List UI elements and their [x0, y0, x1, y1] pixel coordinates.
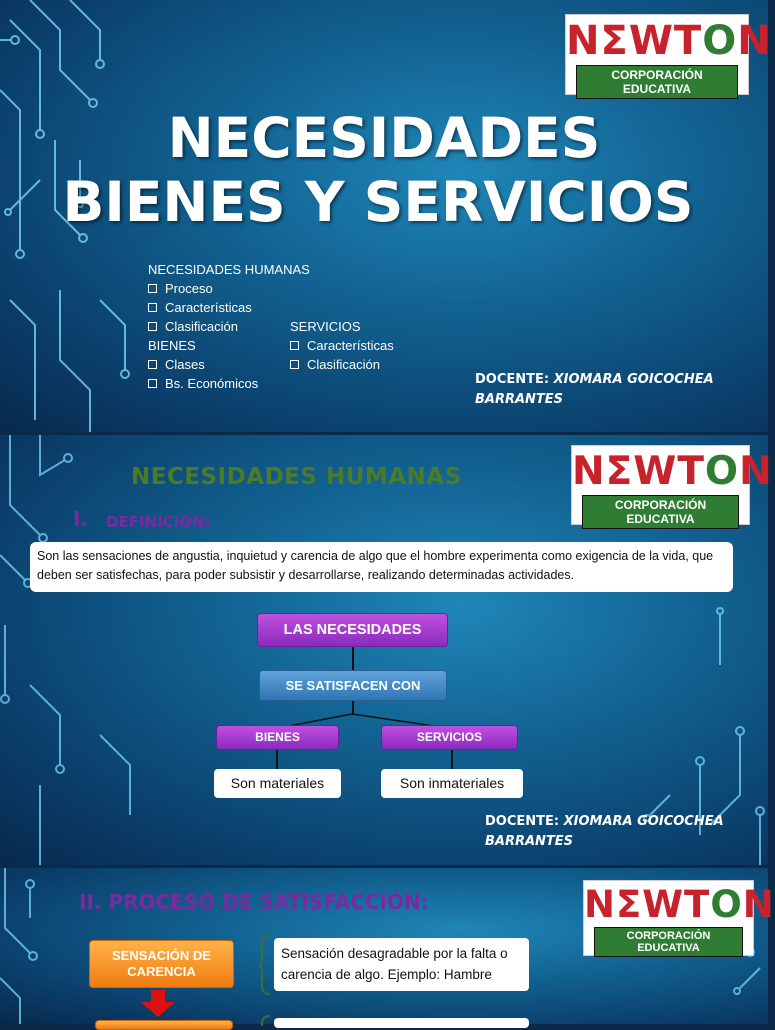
diagram-servicios: SERVICIOS	[381, 725, 518, 750]
slide-1	[0, 0, 772, 432]
topic-item: Bs. Económicos	[148, 374, 310, 393]
checkbox-icon	[148, 360, 157, 369]
definition-title: DEFINICIÓN:	[106, 513, 211, 531]
topic-heading: NECESIDADES HUMANAS	[148, 262, 310, 277]
topic-item: Características	[148, 298, 310, 317]
page-title-line2: BIENES Y SERVICIOS	[62, 170, 694, 234]
topic-item: Características	[290, 336, 394, 355]
topic-item: Clasificación	[148, 317, 310, 336]
process-step-2-desc	[274, 1018, 529, 1028]
slide-2	[0, 435, 773, 865]
newton-logo: NƩWTON CORPORACIÓN EDUCATIVA	[571, 445, 750, 525]
diagram-bienes: BIENES	[216, 725, 339, 750]
process-step-2	[95, 1020, 233, 1030]
checkbox-icon	[290, 360, 299, 369]
down-arrow-icon	[141, 990, 175, 1018]
diagram-root: LAS NECESIDADES	[257, 613, 448, 647]
page-title-line1: NECESIDADES	[167, 106, 601, 170]
checkbox-icon	[148, 379, 157, 388]
bracket	[258, 1014, 272, 1026]
bracket	[258, 934, 272, 996]
connector	[352, 647, 354, 671]
topics-right	[290, 317, 394, 374]
topic-heading: SERVICIOS	[290, 319, 361, 334]
section-heading: NECESIDADES HUMANAS	[131, 464, 462, 490]
process-step-1-desc: Sensación desagradable por la falta o carencia de algo. Ejemplo: Hambre	[274, 938, 529, 991]
teacher-credit: DOCENTE: XIOMARA GOICOCHEA BARRANTES	[485, 814, 724, 849]
checkbox-icon	[290, 341, 299, 350]
slide-3	[0, 868, 775, 1024]
diagram-servicios-desc: Son inmateriales	[381, 769, 523, 798]
teacher-credit: DOCENTE: XIOMARA GOICOCHEA BARRANTES	[475, 372, 714, 407]
newton-logo: NƩWTON CORPORACIÓN EDUCATIVA	[565, 14, 749, 95]
newton-logo: NƩWTON CORPORACIÓN EDUCATIVA	[583, 880, 754, 956]
topic-heading: BIENES	[148, 338, 196, 353]
diagram-middle: SE SATISFACEN CON	[259, 670, 447, 701]
topic-item: Proceso	[148, 279, 310, 298]
checkbox-icon	[148, 284, 157, 293]
process-heading: II. PROCESO DE SATISFACCIÓN:	[79, 890, 429, 914]
process-step-1: SENSACIÓN DE CARENCIA	[89, 940, 234, 988]
topic-item: Clases	[148, 355, 310, 374]
diagram-bienes-desc: Son materiales	[214, 769, 341, 798]
checkbox-icon	[148, 303, 157, 312]
topic-item: Clasificación	[290, 355, 394, 374]
connector	[276, 749, 278, 770]
topics-left	[148, 260, 310, 393]
connector	[451, 749, 453, 770]
definition-text: Son las sensaciones de angustia, inquietud y carencia de algo que el hombre experimenta como exigencia de la vida, que deben ser satisfechas, para poder subsistir y desarrollarse, realizando determinadas actividades.	[30, 542, 733, 592]
checkbox-icon	[148, 322, 157, 331]
section-number: I.	[73, 507, 89, 531]
